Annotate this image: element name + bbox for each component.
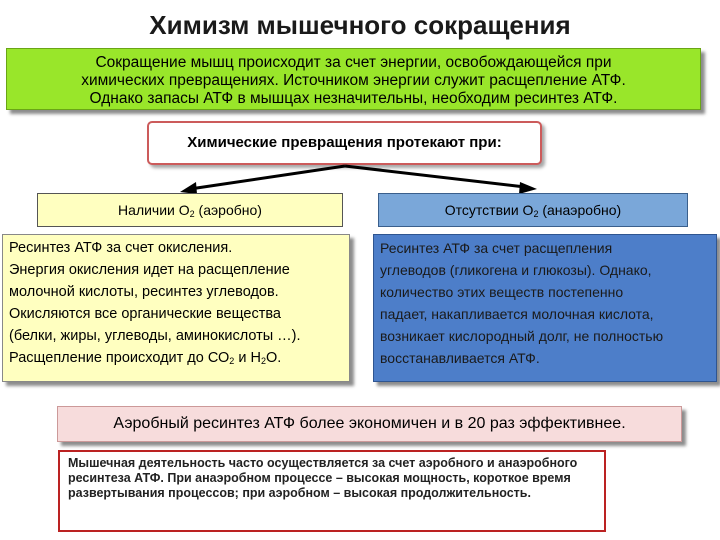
anaerobic-header-suffix: (анаэробно): [538, 202, 622, 218]
aerobic-line: Ресинтез АТФ за счет окисления.: [9, 240, 233, 256]
arrow-left-line: [190, 166, 345, 189]
note-box: [58, 450, 606, 532]
aerobic-header-sub: 2: [189, 209, 195, 219]
aerobic-line: Энергия окисления идет на расщепление: [9, 262, 290, 278]
intro-line: химических превращениях. Источником энергии служит расщепление АТФ.: [81, 72, 626, 89]
aerobic-header-text: Наличии О: [118, 202, 190, 218]
aerobic-description: [2, 234, 350, 382]
note-line: Мышечная деятельность часто осуществляется за счет аэробного и анаэробного: [68, 456, 578, 470]
arrow-right-line: [345, 166, 525, 187]
page-title: Химизм мышечного сокращения: [149, 10, 571, 40]
anaerobic-description: [373, 234, 717, 382]
aerobic-last-prefix: Расщепление происходит до СО: [9, 350, 230, 366]
aerobic-last-sub1: 2: [229, 356, 235, 366]
aerobic-summary-box: Аэробный ресинтез АТФ более экономичен и в 20 раз эффективнее.: [57, 406, 682, 442]
aerobic-line: молочной кислоты, ресинтез углеводов.: [9, 284, 279, 300]
anaerobic-header-sub: 2: [533, 209, 539, 219]
chemical-conditions-box: Химические превращения протекают при:: [147, 121, 542, 165]
aerobic-header: [37, 193, 343, 227]
note-line: развертывания процессов; при аэробном – высокая продолжительность.: [68, 486, 531, 500]
aerobic-last-sub2: 2: [260, 356, 266, 366]
aerobic-header-suffix: (аэробно): [194, 202, 262, 218]
aerobic-line: Окисляются все органические вещества: [9, 306, 281, 322]
aerobic-last-mid: и Н: [234, 350, 261, 366]
aerobic-line: (белки, жиры, углеводы, аминокислоты …).: [9, 328, 301, 344]
anaerobic-header: [378, 193, 688, 227]
anaerobic-line: количество этих веществ постепенно: [380, 284, 624, 300]
aerobic-last-line: [9, 347, 343, 372]
anaerobic-line: падает, накапливается молочная кислота,: [380, 306, 654, 322]
anaerobic-header-text: Отсутствии О: [444, 202, 534, 218]
anaerobic-line: восстанавливается АТФ.: [380, 350, 540, 366]
anaerobic-line: возникает кислородный долг, не полностью: [380, 328, 664, 344]
anaerobic-line: углеводов (гликогена и глюкозы). Однако,: [380, 262, 652, 278]
aerobic-last-suffix: О.: [265, 350, 282, 366]
anaerobic-line: Ресинтез АТФ за счет расщепления: [380, 240, 613, 256]
intro-line: Сокращение мышц происходит за счет энергии, освобождающейся при: [95, 54, 612, 71]
intro-line: Однако запасы АТФ в мышцах незначительны, необходим ресинтез АТФ.: [89, 90, 618, 107]
note-line: ресинтеза АТФ. При анаэробном процессе – высокая мощность, короткое время: [68, 471, 571, 485]
